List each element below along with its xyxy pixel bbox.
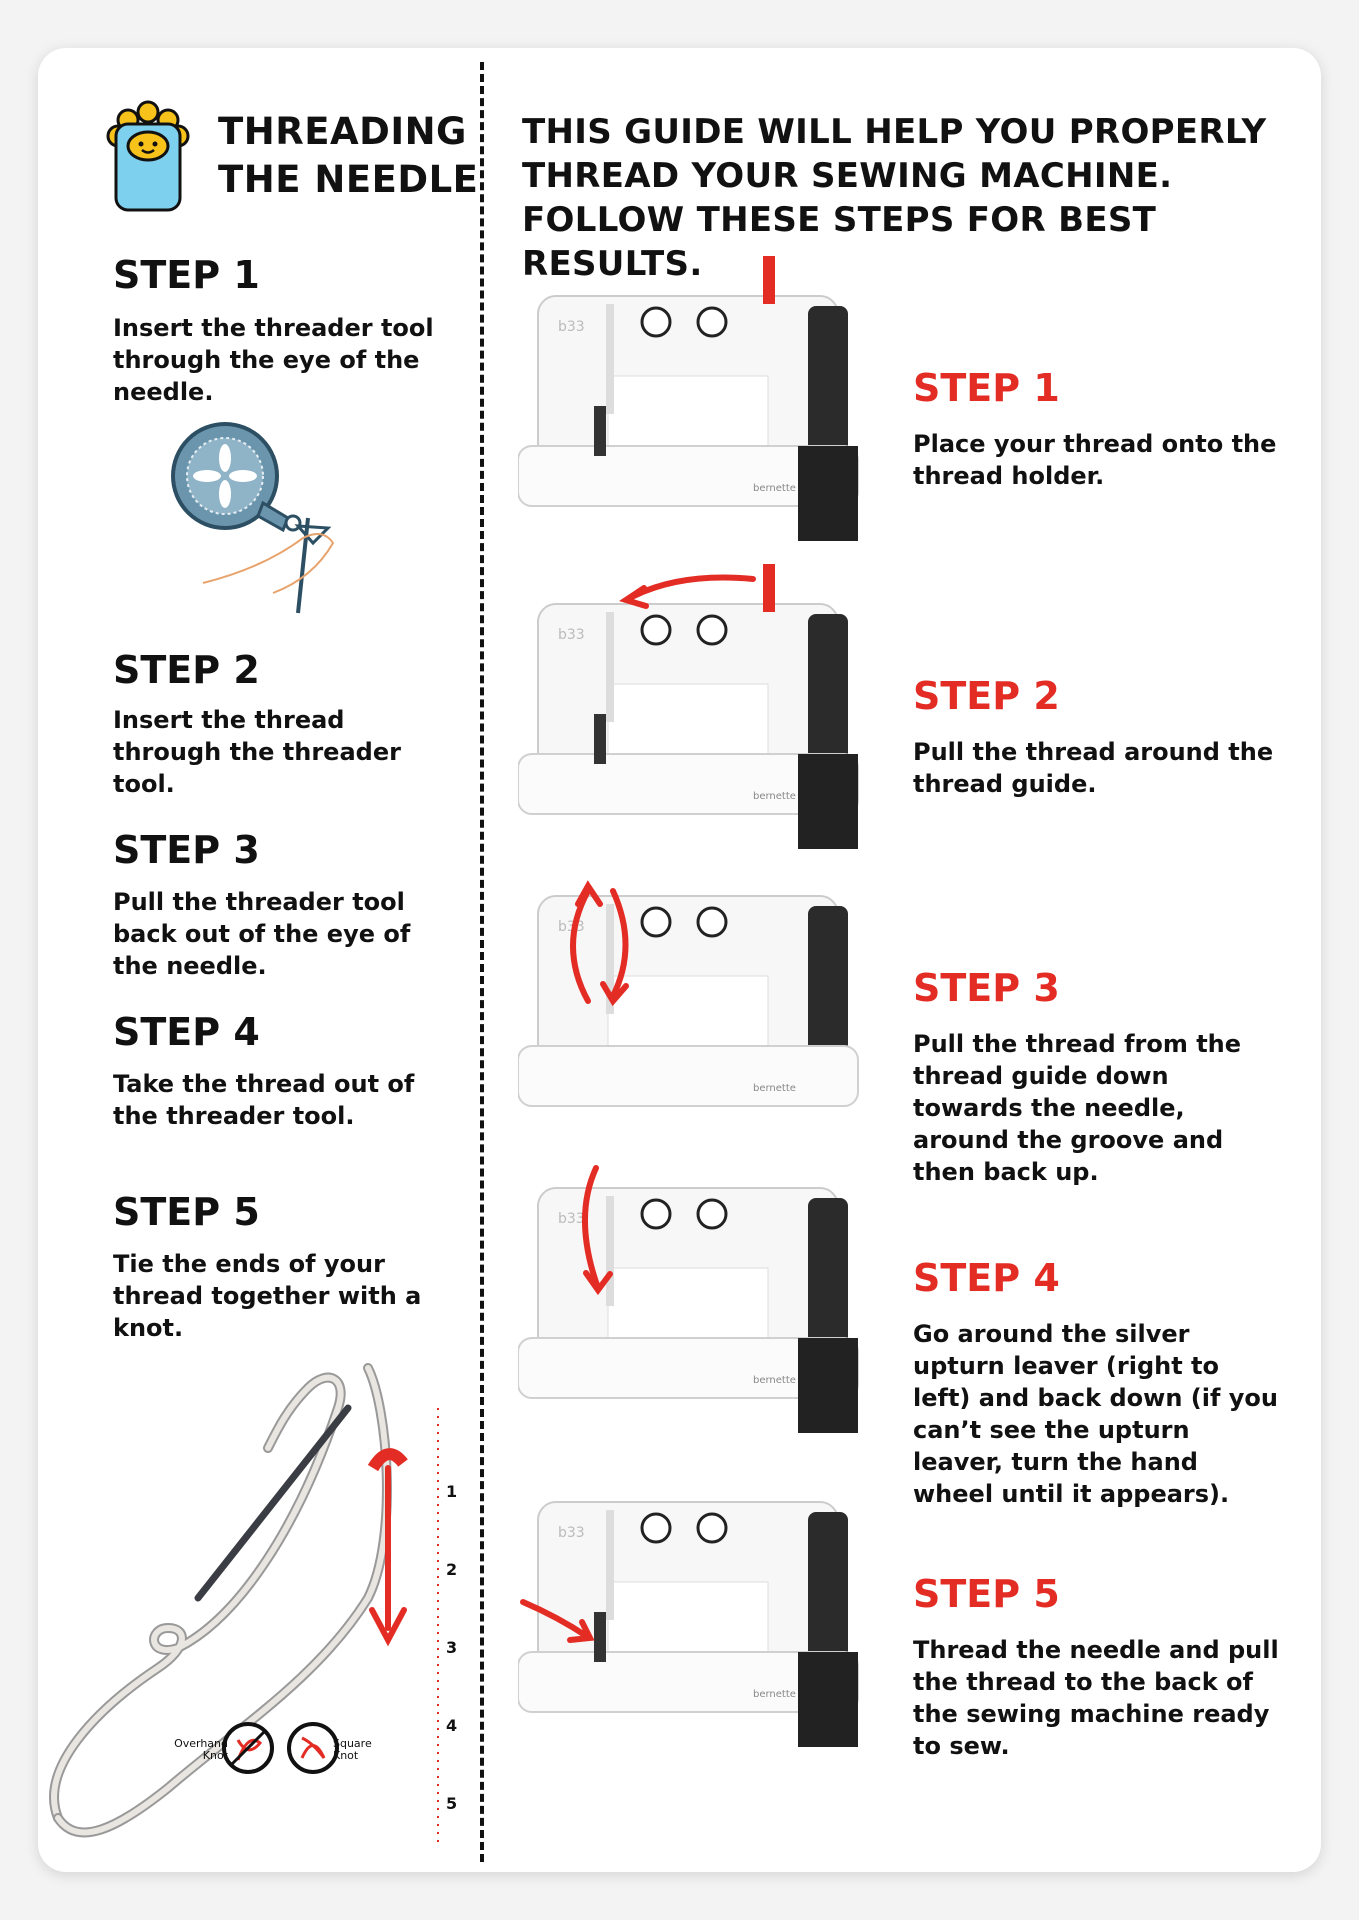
ruler-tick-2: 2 <box>446 1560 458 1579</box>
needle-step-3-text: Pull the threader tool back out of the eye of the needle. <box>113 888 411 980</box>
needle-step-1-heading: STEP 1 <box>113 253 260 297</box>
machine-step-1-heading: STEP 1 <box>913 366 1060 410</box>
machine-brand-label: bernette <box>753 1083 796 1094</box>
square-knot-icon <box>289 1724 337 1772</box>
needle-step-4-heading: STEP 4 <box>113 1010 260 1054</box>
machine-step-3-text: Pull the thread from the thread guide down towards the needle, around the groove and then back up. <box>913 1030 1242 1186</box>
ruler-tick-1: 1 <box>446 1482 458 1501</box>
machine-brand-label: bernette <box>753 1689 796 1700</box>
machine-model-label: b33 <box>558 319 585 335</box>
needle-step-5-text: Tie the ends of your thread together with a knot. <box>113 1250 422 1342</box>
needle-step-1-text: Insert the threader tool through the eye of the needle. <box>113 314 434 406</box>
page-title <box>218 108 478 204</box>
machine-brand-label: bernette <box>753 791 796 802</box>
machine-step-5-heading: STEP 5 <box>913 1572 1060 1616</box>
machine-model-label: b33 <box>558 627 585 643</box>
needle-step-5-heading: STEP 5 <box>113 1190 260 1234</box>
machine-step-1-text: Place your thread onto the thread holder. <box>913 430 1277 490</box>
ruler-tick-3: 3 <box>446 1638 458 1657</box>
machine-step-2-text: Pull the thread around the thread guide. <box>913 738 1274 798</box>
needle-step-4-text: Take the thread out of the threader tool. <box>113 1070 415 1130</box>
square-knot-label: Square Knot <box>333 1737 372 1762</box>
machine-image-5 <box>518 1462 878 1752</box>
title-line-1: THREADING <box>218 110 467 153</box>
machine-brand-label: bernette <box>753 483 796 494</box>
needle-step-2-heading: STEP 2 <box>113 648 260 692</box>
machine-model-label: b33 <box>558 1525 585 1541</box>
machine-image-3 <box>518 856 878 1146</box>
machine-step-3-heading: STEP 3 <box>913 966 1060 1010</box>
thread-spool-marker <box>763 256 775 304</box>
intro-text: THIS GUIDE WILL HELP YOU PROPERLY THREAD YOUR SEWING MACHINE. FOLLOW THESE STEPS FOR BEST RESULTS. <box>522 112 1267 284</box>
needle-step-2-text: Insert the thread through the threader tool. <box>113 706 401 798</box>
overhand-knot-icon <box>224 1724 272 1772</box>
instruction-card <box>38 48 1321 1872</box>
machine-image-4 <box>518 1148 878 1438</box>
machine-step-2-heading: STEP 2 <box>913 674 1060 718</box>
machine-image-2 <box>518 564 878 854</box>
knot-diagram <box>38 1348 458 1848</box>
ruler-tick-4: 4 <box>446 1716 458 1735</box>
machine-brand-label: bernette <box>753 1375 796 1386</box>
title-line-2: THE NEEDLE <box>218 158 479 201</box>
column-divider <box>480 62 484 1862</box>
machine-model-label: b33 <box>558 919 585 935</box>
needle-step-3-heading: STEP 3 <box>113 828 260 872</box>
mascot-icon <box>98 98 198 218</box>
overhand-knot-label: Overhand Knot <box>174 1737 228 1762</box>
threader-tool-illustration <box>163 418 373 618</box>
machine-step-4-text: Go around the silver upturn leaver (right to left) and back down (if you can’t see the upturn leaver, turn the hand wheel until it appears). <box>913 1320 1278 1508</box>
ruler-tick-5: 5 <box>446 1794 458 1813</box>
machine-step-5-text: Thread the needle and pull the thread to the back of the sewing machine ready to sew. <box>913 1636 1279 1760</box>
machine-model-label: b33 <box>558 1211 585 1227</box>
machine-image-1 <box>518 256 878 546</box>
machine-step-4-heading: STEP 4 <box>913 1256 1060 1300</box>
